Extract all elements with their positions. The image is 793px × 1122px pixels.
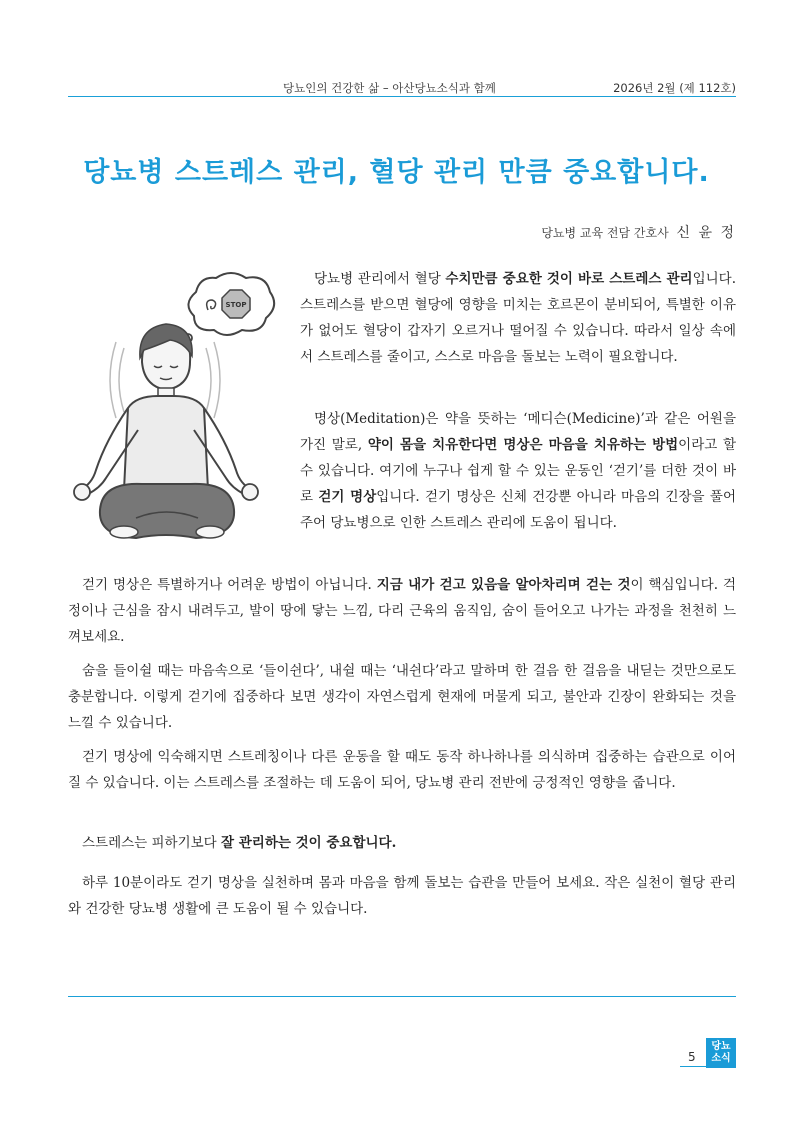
emphasis-text: 걷기 명상	[318, 489, 377, 505]
author-name: 신 윤 정	[676, 225, 736, 241]
paragraph-7: 하루 10분이라도 걷기 명상을 실천하며 몸과 마음을 함께 돌보는 습관을 만들어 보세요. 작은 실천이 혈당 관리와 건강한 당뇨병 생활에 큰 도움이 될 수 있습니다.	[68, 875, 736, 917]
emphasis-text: 지금 내가 걷고 있음을 알아차리며 걷는 것	[376, 577, 631, 593]
page-number-underline	[680, 1066, 706, 1067]
paragraph-3: 걷기 명상은 특별하거나 어려운 방법이 아닙니다. 지금 내가 걷고 있음을 알아차리며 걷는 것이 핵심입니다. 걱정이나 근심을 잠시 내려두고, 발이 땅에 닿는 느낌, 다리 근육의 움직임, 숨이 들어오고 나가는 과정을 천천히 느껴보세요.	[68, 577, 736, 645]
article-title: 당뇨병 스트레스 관리, 혈당 관리 만큼 중요합니다.	[83, 157, 710, 188]
author-role: 당뇨병 교육 전담 간호사	[541, 226, 669, 240]
footer-divider	[68, 996, 736, 997]
thought-bubble-icon	[178, 273, 275, 351]
emphasis-text: 수치만큼 중요한 것이 바로 스트레스 관리	[445, 271, 693, 287]
paragraph-1: 당뇨병 관리에서 혈당 수치만큼 중요한 것이 바로 스트레스 관리입니다. 스트레스를 받으면 혈당에 영향을 미치는 호르몬이 분비되어, 특별한 이유가 없어도 혈당이 갑자기 오르거나 떨어질 수 있습니다. 따라서 일상 속에서 스트레스를 줄이고, 스스로 마음을 돌보는 노력이 필요합니다.	[300, 271, 736, 365]
newsletter-title: 당뇨인의 건강한 삶 – 아산당뇨소식과 함께	[283, 81, 496, 95]
person-icon	[74, 324, 258, 538]
issue-info: 2026년 2월 (제 112호)	[613, 81, 736, 95]
author-byline	[541, 222, 736, 242]
badge-line-1: 당뇨	[711, 1041, 731, 1052]
paragraph-2: 명상(Meditation)은 약을 뜻하는 ‘메디슨(Medicine)’과 같은 어원을 가진 말로, 약이 몸을 치유한다면 명상은 마음을 치유하는 방법이라고 할 수 있습니다. 여기에 누구나 쉽게 할 수 있는 운동인 ‘걷기’를 더한 것이 바로 걷기 명상입니다. 걷기 명상은 신체 건강뿐 아니라 마음의 긴장을 풀어주어 당뇨병으로 인한 스트레스 관리에 도움이 됩니다.	[300, 411, 736, 531]
paragraph-5: 걷기 명상에 익숙해지면 스트레칭이나 다른 운동을 할 때도 동작 하나하나를 의식하며 집중하는 습관으로 이어질 수 있습니다. 이는 스트레스를 조절하는 데 도움이 되어, 당뇨병 관리 전반에 긍정적인 영향을 줍니다.	[68, 749, 736, 791]
paragraph-6: 스트레스는 피하기보다 잘 관리하는 것이 중요합니다.	[82, 835, 397, 851]
stop-sign-text: STOP	[225, 301, 247, 309]
newsletter-badge	[706, 1038, 736, 1068]
emphasis-text: 약이 몸을 치유한다면 명상은 마음을 치유하는 방법	[367, 437, 679, 453]
header-divider	[68, 96, 736, 97]
badge-line-2: 소식	[711, 1053, 731, 1064]
meditation-illustration	[66, 270, 278, 560]
emphasis-text: 잘 관리하는 것이 중요합니다.	[221, 835, 397, 851]
page-number: 5	[688, 1050, 696, 1064]
paragraph-4: 숨을 들이쉴 때는 마음속으로 ‘들이쉰다’, 내쉴 때는 ‘내쉰다’라고 말하며 한 걸음 한 걸음을 내딛는 것만으로도 충분합니다. 이렇게 걷기에 집중하다 보면 생각이 자연스럽게 현재에 머물게 되고, 불안과 긴장이 완화되는 것을 느낄 수 있습니다.	[68, 663, 736, 731]
